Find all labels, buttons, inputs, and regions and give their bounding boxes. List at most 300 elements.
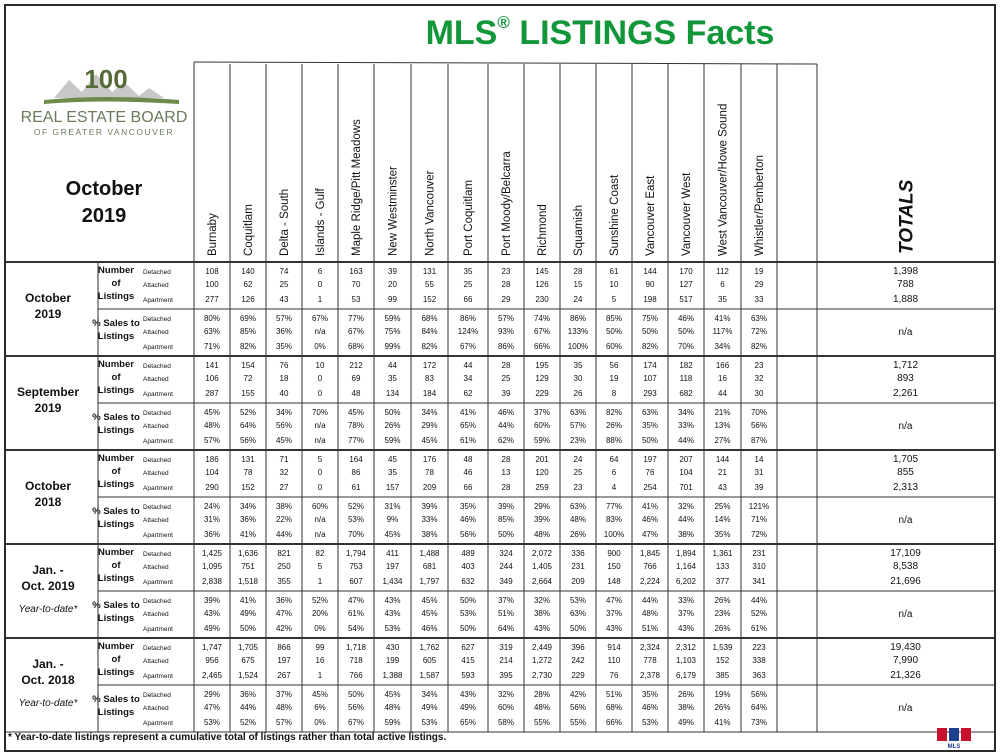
listings-cell: 701 — [679, 483, 693, 492]
sales-cell: 52% — [239, 718, 257, 727]
sales-cell: 34% — [275, 408, 293, 417]
listings-cell: 5 — [611, 295, 617, 304]
sales-cell: 46% — [497, 408, 515, 417]
type-label: Apartment — [143, 438, 173, 445]
sales-cell: 46% — [421, 624, 438, 633]
sales-total-na: n/a — [898, 609, 913, 620]
listings-cell: 30 — [573, 374, 583, 383]
sales-label: Listings — [97, 425, 135, 436]
sales-cell: 63% — [569, 609, 587, 618]
sales-cell: 82% — [239, 342, 257, 351]
listings-cell: 0 — [317, 483, 323, 492]
section-period: Jan. - — [32, 563, 64, 577]
listings-cell: 23 — [573, 483, 583, 492]
sales-cell: 26% — [714, 624, 731, 633]
listings-total: 1,712 — [892, 360, 919, 371]
sales-cell: 39% — [203, 596, 221, 605]
sales-cell: 27% — [714, 436, 731, 445]
sales-cell: 60% — [497, 703, 515, 712]
listings-cell: 35 — [718, 295, 727, 304]
listings-cell: 209 — [571, 577, 585, 586]
area-header: West Vancouver/Howe Sound — [717, 103, 730, 256]
sales-cell: 26% — [605, 421, 623, 430]
sales-cell: 36% — [275, 596, 293, 605]
sales-cell: 60% — [605, 342, 623, 351]
listings-cell: 61 — [609, 267, 619, 276]
listings-cell: 25 — [501, 374, 511, 383]
sales-cell: 66% — [533, 342, 551, 351]
listings-cell: 104 — [679, 468, 693, 477]
number-label: Listings — [97, 385, 135, 396]
sales-cell: 50% — [459, 624, 477, 633]
sales-cell: 65% — [459, 718, 477, 727]
listings-cell: 131 — [422, 267, 437, 276]
listings-cell: 20 — [388, 280, 397, 289]
listings-cell: 2,730 — [531, 671, 553, 680]
listings-cell: 56 — [609, 361, 619, 370]
listings-cell: 186 — [205, 455, 219, 464]
sales-cell: 85% — [605, 314, 623, 323]
sales-cell: 53% — [459, 609, 477, 618]
type-label: Apartment — [143, 532, 173, 539]
listings-cell: 120 — [535, 468, 549, 477]
listings-cell: 244 — [499, 562, 513, 571]
sales-cell: 60% — [533, 421, 551, 430]
sales-cell: 64% — [750, 703, 768, 712]
section-period: 2019 — [34, 401, 62, 415]
sales-cell: 47% — [203, 703, 221, 712]
sales-cell: 77% — [347, 314, 365, 323]
sales-cell: 45% — [275, 436, 293, 445]
sales-cell: 50% — [605, 327, 623, 336]
listings-cell: 231 — [752, 549, 766, 558]
listings-cell: 751 — [241, 562, 255, 571]
listings-cell: 866 — [277, 643, 291, 652]
listings-total: 855 — [897, 467, 914, 478]
listings-cell: 14 — [754, 455, 764, 464]
sales-cell: 56% — [569, 703, 587, 712]
sales-cell: 42% — [275, 624, 293, 633]
sales-cell: 42% — [569, 690, 587, 699]
listings-cell: 1,518 — [237, 577, 259, 586]
listings-cell: 107 — [643, 374, 657, 383]
sales-cell: 124% — [457, 327, 479, 336]
listings-cell: 170 — [679, 267, 693, 276]
sales-cell: 56% — [459, 530, 477, 539]
sales-cell: 53% — [569, 596, 587, 605]
sales-total-na: n/a — [898, 421, 913, 432]
sales-cell: 50% — [347, 690, 365, 699]
sales-cell: 47% — [347, 596, 365, 605]
listings-cell: 133 — [715, 562, 730, 571]
sales-cell: 72% — [750, 530, 768, 539]
sales-cell: 41% — [714, 718, 731, 727]
listings-cell: 127 — [679, 280, 693, 289]
listings-cell: 100 — [205, 280, 219, 289]
listings-cell: 267 — [277, 671, 291, 680]
sales-cell: 0% — [314, 718, 326, 727]
type-label: Apartment — [143, 391, 173, 398]
svg-text:100: 100 — [84, 64, 128, 94]
sales-cell: 34% — [421, 690, 438, 699]
sales-cell: n/a — [314, 327, 326, 336]
sales-cell: 21% — [714, 408, 731, 417]
listings-cell: 223 — [752, 643, 766, 652]
sales-cell: 9% — [386, 515, 399, 524]
sales-label: Listings — [97, 707, 135, 718]
sales-cell: 26% — [569, 530, 587, 539]
listings-cell: 627 — [461, 643, 475, 652]
sales-cell: 64% — [497, 624, 515, 633]
listings-cell: 64 — [609, 455, 619, 464]
listings-cell: 134 — [385, 389, 400, 398]
sales-cell: 24% — [203, 502, 221, 511]
listings-cell: 411 — [386, 549, 399, 558]
listings-cell: 43 — [279, 295, 289, 304]
sales-cell: 32% — [533, 596, 551, 605]
listings-cell: 338 — [752, 656, 766, 665]
page-title: MLS® LISTINGS Facts — [425, 12, 775, 52]
listings-cell: 2,072 — [531, 549, 553, 558]
listings-cell: 39 — [388, 267, 397, 276]
listings-cell: 336 — [571, 549, 585, 558]
listings-cell: 61 — [351, 483, 361, 492]
listings-cell: 152 — [422, 295, 437, 304]
listings-cell: 148 — [607, 577, 621, 586]
sales-cell: 57% — [569, 421, 587, 430]
sales-cell: 67% — [347, 718, 365, 727]
header-top-line — [194, 62, 817, 64]
sales-cell: 31% — [384, 502, 401, 511]
type-label: Attached — [143, 517, 169, 524]
listings-cell: 28 — [501, 455, 511, 464]
listings-cell: 112 — [716, 267, 729, 276]
type-label: Attached — [143, 658, 169, 665]
sales-cell: n/a — [314, 515, 326, 524]
sales-cell: 46% — [641, 703, 659, 712]
listings-cell: 62 — [243, 280, 253, 289]
sales-cell: 85% — [497, 515, 515, 524]
listings-cell: 0 — [317, 374, 323, 383]
type-label: Apartment — [143, 720, 173, 727]
sales-cell: 68% — [421, 314, 438, 323]
listings-cell: 6 — [611, 468, 617, 477]
listings-cell: 126 — [535, 280, 549, 289]
sales-cell: 53% — [384, 624, 401, 633]
listings-cell: 21 — [718, 468, 727, 477]
sales-cell: 100% — [567, 342, 589, 351]
sales-cell: 46% — [641, 515, 659, 524]
type-label: Detached — [143, 316, 171, 323]
number-label: of — [111, 466, 121, 477]
sales-cell: 35% — [714, 530, 731, 539]
listings-cell: 71 — [279, 455, 289, 464]
sales-cell: 70% — [347, 530, 365, 539]
listings-cell: 69 — [351, 374, 361, 383]
type-label: Detached — [143, 692, 171, 699]
sales-cell: 52% — [239, 408, 257, 417]
sales-cell: 78% — [347, 421, 365, 430]
sales-cell: 63% — [203, 327, 221, 336]
type-label: Detached — [143, 410, 171, 417]
sales-cell: 48% — [533, 703, 551, 712]
listings-cell: 1,272 — [531, 656, 553, 665]
listings-cell: 0 — [317, 468, 323, 477]
listings-cell: 1,405 — [531, 562, 553, 571]
sales-cell: 55% — [533, 718, 551, 727]
listings-cell: 70 — [351, 280, 361, 289]
listings-cell: 78 — [243, 468, 253, 477]
area-header: Maple Ridge/Pitt Meadows — [351, 119, 363, 256]
listings-cell: 197 — [277, 656, 291, 665]
listings-cell: 163 — [349, 267, 363, 276]
sales-cell: 37% — [497, 596, 515, 605]
ytd-label: Year-to-date* — [18, 604, 78, 615]
sales-total-na: n/a — [898, 703, 913, 714]
sales-cell: 32% — [497, 690, 515, 699]
listings-cell: 2,312 — [675, 643, 697, 652]
section-period: Oct. 2018 — [21, 673, 75, 687]
sales-cell: 45% — [421, 609, 438, 618]
listings-cell: 1,718 — [345, 643, 367, 652]
listings-cell: 53 — [351, 295, 361, 304]
sales-cell: 23% — [714, 609, 731, 618]
area-header: Burnaby — [207, 213, 219, 256]
listings-cell: 35 — [388, 468, 397, 477]
listings-cell: 1,425 — [201, 549, 223, 558]
listings-cell: 74 — [279, 267, 289, 276]
number-label: Number — [98, 453, 134, 464]
sales-cell: 44% — [239, 703, 257, 712]
listings-total: 21,696 — [890, 576, 921, 587]
listings-cell: 197 — [643, 455, 657, 464]
sales-cell: 56% — [347, 703, 365, 712]
listings-cell: 24 — [573, 455, 583, 464]
sales-cell: 25% — [714, 502, 731, 511]
sales-cell: 59% — [384, 314, 401, 323]
number-label: of — [111, 654, 121, 665]
sales-cell: 44% — [677, 515, 695, 524]
sales-cell: 38% — [421, 530, 438, 539]
sales-cell: 49% — [421, 703, 438, 712]
number-label: Listings — [97, 573, 135, 584]
listings-cell: 145 — [535, 267, 549, 276]
listings-cell: 766 — [349, 671, 363, 680]
mls-logo — [936, 727, 972, 749]
listings-cell: 2,465 — [201, 671, 223, 680]
area-header: Delta - South — [279, 188, 291, 256]
listings-cell: 35 — [573, 361, 583, 370]
listings-cell: 99 — [388, 295, 397, 304]
sales-cell: 35% — [459, 502, 477, 511]
listings-cell: 76 — [645, 468, 655, 477]
sales-cell: 33% — [421, 515, 438, 524]
sales-cell: 73% — [750, 718, 768, 727]
listings-cell: 76 — [609, 671, 619, 680]
listings-total: 893 — [897, 373, 914, 384]
sales-label: Listings — [97, 331, 135, 342]
listings-cell: 76 — [279, 361, 289, 370]
sales-cell: 48% — [569, 515, 587, 524]
sales-total-na: n/a — [898, 515, 913, 526]
sales-cell: 82% — [750, 342, 768, 351]
sales-cell: 65% — [459, 421, 477, 430]
listings-cell: 718 — [349, 656, 363, 665]
listings-cell: 32 — [279, 468, 289, 477]
sales-cell: n/a — [314, 530, 326, 539]
sales-cell: 59% — [384, 436, 401, 445]
sales-cell: 39% — [421, 502, 438, 511]
type-label: Detached — [143, 269, 171, 276]
listings-cell: 341 — [752, 577, 766, 586]
sales-cell: 41% — [239, 530, 257, 539]
listings-cell: 10 — [609, 280, 619, 289]
listings-cell: 1,762 — [419, 643, 440, 652]
listings-cell: 1,095 — [201, 562, 223, 571]
listings-cell: 1 — [317, 295, 323, 304]
type-label: Apartment — [143, 297, 173, 304]
listings-cell: 197 — [385, 562, 400, 571]
listings-cell: 914 — [607, 643, 621, 652]
listings-cell: 1 — [317, 577, 323, 586]
listings-cell: 154 — [241, 361, 255, 370]
listings-cell: 1,705 — [237, 643, 259, 652]
listings-cell: 0 — [317, 280, 323, 289]
sales-cell: 87% — [750, 436, 768, 445]
sales-cell: 38% — [677, 703, 695, 712]
sales-cell: 26% — [714, 703, 731, 712]
listings-cell: 110 — [607, 656, 621, 665]
listings-cell: 108 — [205, 267, 219, 276]
sales-cell: 83% — [605, 515, 623, 524]
sales-cell: 45% — [384, 530, 401, 539]
sales-cell: 14% — [714, 515, 731, 524]
listings-cell: 403 — [461, 562, 475, 571]
area-header: Coquitlam — [243, 204, 255, 256]
sales-cell: 66% — [605, 718, 623, 727]
listings-cell: 86 — [351, 468, 361, 477]
listings-cell: 184 — [422, 389, 437, 398]
listings-cell: 198 — [643, 295, 657, 304]
area-header: Squamish — [573, 204, 585, 256]
listings-cell: 1,488 — [419, 549, 440, 558]
listings-cell: 106 — [205, 374, 219, 383]
listings-cell: 25 — [279, 280, 289, 289]
sales-cell: 68% — [605, 703, 623, 712]
area-header: Richmond — [537, 204, 549, 256]
sales-cell: 28% — [533, 690, 551, 699]
sales-cell: 86% — [569, 314, 587, 323]
listings-cell: 956 — [205, 656, 219, 665]
listings-cell: 16 — [315, 656, 325, 665]
listings-cell: 5 — [317, 562, 323, 571]
listings-cell: 182 — [679, 361, 693, 370]
listings-cell: 778 — [643, 656, 657, 665]
listings-cell: 39 — [754, 483, 764, 492]
sales-cell: 26% — [714, 596, 731, 605]
listings-cell: 152 — [241, 483, 255, 492]
listings-cell: 2,449 — [531, 643, 553, 652]
sales-cell: 48% — [533, 530, 551, 539]
sales-cell: 55% — [569, 718, 587, 727]
sales-cell: 6% — [314, 703, 326, 712]
sales-cell: 70% — [677, 342, 695, 351]
sales-label: % Sales to — [92, 412, 140, 423]
listings-total: 788 — [897, 279, 914, 290]
type-label: Attached — [143, 282, 169, 289]
listings-cell: 172 — [422, 361, 437, 370]
number-label: Listings — [97, 479, 135, 490]
sales-cell: 51% — [605, 690, 623, 699]
listings-cell: 377 — [715, 577, 730, 586]
sales-cell: 53% — [347, 515, 365, 524]
listings-cell: 140 — [241, 267, 255, 276]
listings-cell: 152 — [715, 656, 730, 665]
sales-cell: 63% — [569, 502, 587, 511]
listings-cell: 821 — [277, 549, 291, 558]
listings-cell: 32 — [754, 374, 764, 383]
sales-cell: 60% — [311, 502, 329, 511]
listings-cell: 1,388 — [382, 671, 403, 680]
listings-cell: 40 — [279, 389, 289, 398]
section-period: October — [24, 291, 72, 305]
sales-cell: 70% — [311, 408, 329, 417]
sales-cell: 85% — [239, 327, 257, 336]
sales-cell: 50% — [641, 327, 659, 336]
listings-cell: 83 — [425, 374, 434, 383]
sales-cell: 46% — [677, 314, 695, 323]
sales-cell: 93% — [497, 327, 515, 336]
sales-cell: 59% — [384, 718, 401, 727]
listings-cell: 1,587 — [419, 671, 440, 680]
listings-cell: 6,179 — [675, 671, 697, 680]
listings-cell: 144 — [643, 267, 657, 276]
sales-cell: 32% — [677, 502, 695, 511]
sales-cell: 0% — [314, 624, 326, 633]
sales-cell: 34% — [239, 502, 257, 511]
listings-cell: 35 — [388, 374, 397, 383]
sales-cell: 86% — [497, 342, 515, 351]
sales-cell: 67% — [347, 327, 365, 336]
sales-cell: 57% — [275, 314, 293, 323]
listings-cell: 430 — [385, 643, 400, 652]
listings-total: 19,430 — [890, 642, 921, 653]
sales-cell: 29% — [421, 421, 438, 430]
listings-cell: 10 — [315, 361, 325, 370]
listings-cell: 1,794 — [345, 549, 367, 558]
sales-cell: 58% — [497, 718, 515, 727]
listings-cell: 1,361 — [712, 549, 733, 558]
listings-cell: 43 — [718, 483, 727, 492]
listings-cell: 259 — [535, 483, 549, 492]
number-label: Number — [98, 359, 134, 370]
number-label: of — [111, 278, 121, 289]
listings-cell: 1 — [317, 671, 323, 680]
sales-cell: 36% — [203, 530, 221, 539]
section-period: 2018 — [34, 495, 62, 509]
sales-cell: 67% — [311, 314, 329, 323]
sales-cell: 52% — [311, 596, 329, 605]
sales-label: % Sales to — [92, 506, 140, 517]
listings-cell: 201 — [535, 455, 549, 464]
listings-total: 2,261 — [892, 388, 919, 399]
listings-cell: 229 — [535, 389, 549, 398]
listings-cell: 15 — [573, 280, 583, 289]
listings-cell: 199 — [385, 656, 400, 665]
sales-cell: 50% — [569, 624, 587, 633]
sales-cell: 75% — [384, 327, 401, 336]
listings-cell: 415 — [461, 656, 475, 665]
